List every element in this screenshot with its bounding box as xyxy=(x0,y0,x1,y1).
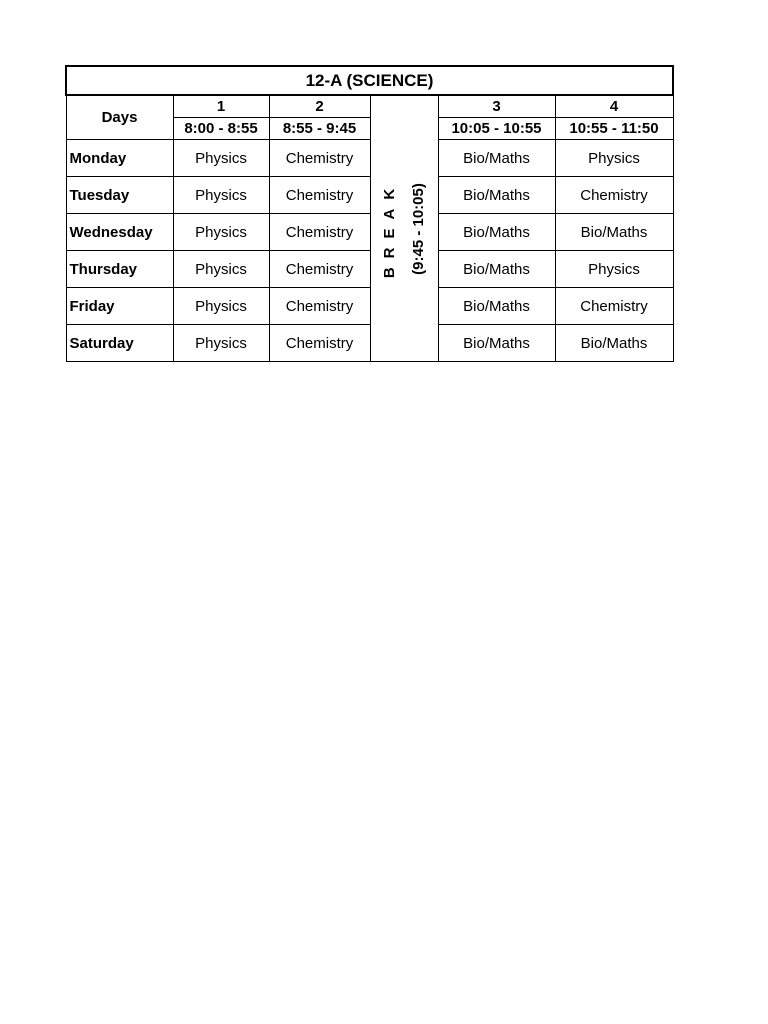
subject-cell: Bio/Maths xyxy=(438,251,555,288)
subject-cell: Bio/Maths xyxy=(555,325,673,362)
day-label: Thursday xyxy=(66,251,173,288)
timetable-sheet xyxy=(65,65,674,362)
period-time-4: 10:55 - 11:50 xyxy=(555,118,673,140)
subject-cell: Chemistry xyxy=(269,177,370,214)
subject-cell: Chemistry xyxy=(269,251,370,288)
subject-cell: Chemistry xyxy=(269,288,370,325)
subject-cell: Physics xyxy=(173,251,269,288)
subject-cell: Physics xyxy=(173,325,269,362)
subject-cell: Bio/Maths xyxy=(438,214,555,251)
subject-cell: Chemistry xyxy=(269,140,370,177)
period-time-1: 8:00 - 8:55 xyxy=(173,118,269,140)
break-time: (9:45 - 10:05) xyxy=(410,182,427,275)
subject-cell: Bio/Maths xyxy=(438,177,555,214)
subject-cell: Bio/Maths xyxy=(555,214,673,251)
period-number-4: 4 xyxy=(555,95,673,118)
subject-cell: Chemistry xyxy=(269,325,370,362)
period-number-row xyxy=(66,95,673,118)
subject-cell: Chemistry xyxy=(555,177,673,214)
subject-cell: Physics xyxy=(173,288,269,325)
subject-cell: Chemistry xyxy=(555,288,673,325)
days-header: Days xyxy=(66,95,173,140)
subject-cell: Bio/Maths xyxy=(438,325,555,362)
subject-cell: Physics xyxy=(555,140,673,177)
period-number-3: 3 xyxy=(438,95,555,118)
day-label: Tuesday xyxy=(66,177,173,214)
day-label: Friday xyxy=(66,288,173,325)
subject-cell: Bio/Maths xyxy=(438,288,555,325)
title-row xyxy=(66,66,673,95)
timetable-title: 12-A (SCIENCE) xyxy=(66,66,673,95)
subject-cell: Bio/Maths xyxy=(438,140,555,177)
day-label: Wednesday xyxy=(66,214,173,251)
subject-cell: Physics xyxy=(173,140,269,177)
day-label: Monday xyxy=(66,140,173,177)
period-time-2: 8:55 - 9:45 xyxy=(269,118,370,140)
period-time-3: 10:05 - 10:55 xyxy=(438,118,555,140)
subject-cell: Physics xyxy=(173,177,269,214)
period-number-2: 2 xyxy=(269,95,370,118)
timetable xyxy=(65,65,674,362)
subject-cell: Physics xyxy=(173,214,269,251)
subject-cell: Physics xyxy=(555,251,673,288)
period-number-1: 1 xyxy=(173,95,269,118)
break-label-group xyxy=(382,179,426,277)
subject-cell: Chemistry xyxy=(269,214,370,251)
day-label: Saturday xyxy=(66,325,173,362)
break-label: BREAK xyxy=(381,179,398,278)
break-column xyxy=(370,95,438,362)
